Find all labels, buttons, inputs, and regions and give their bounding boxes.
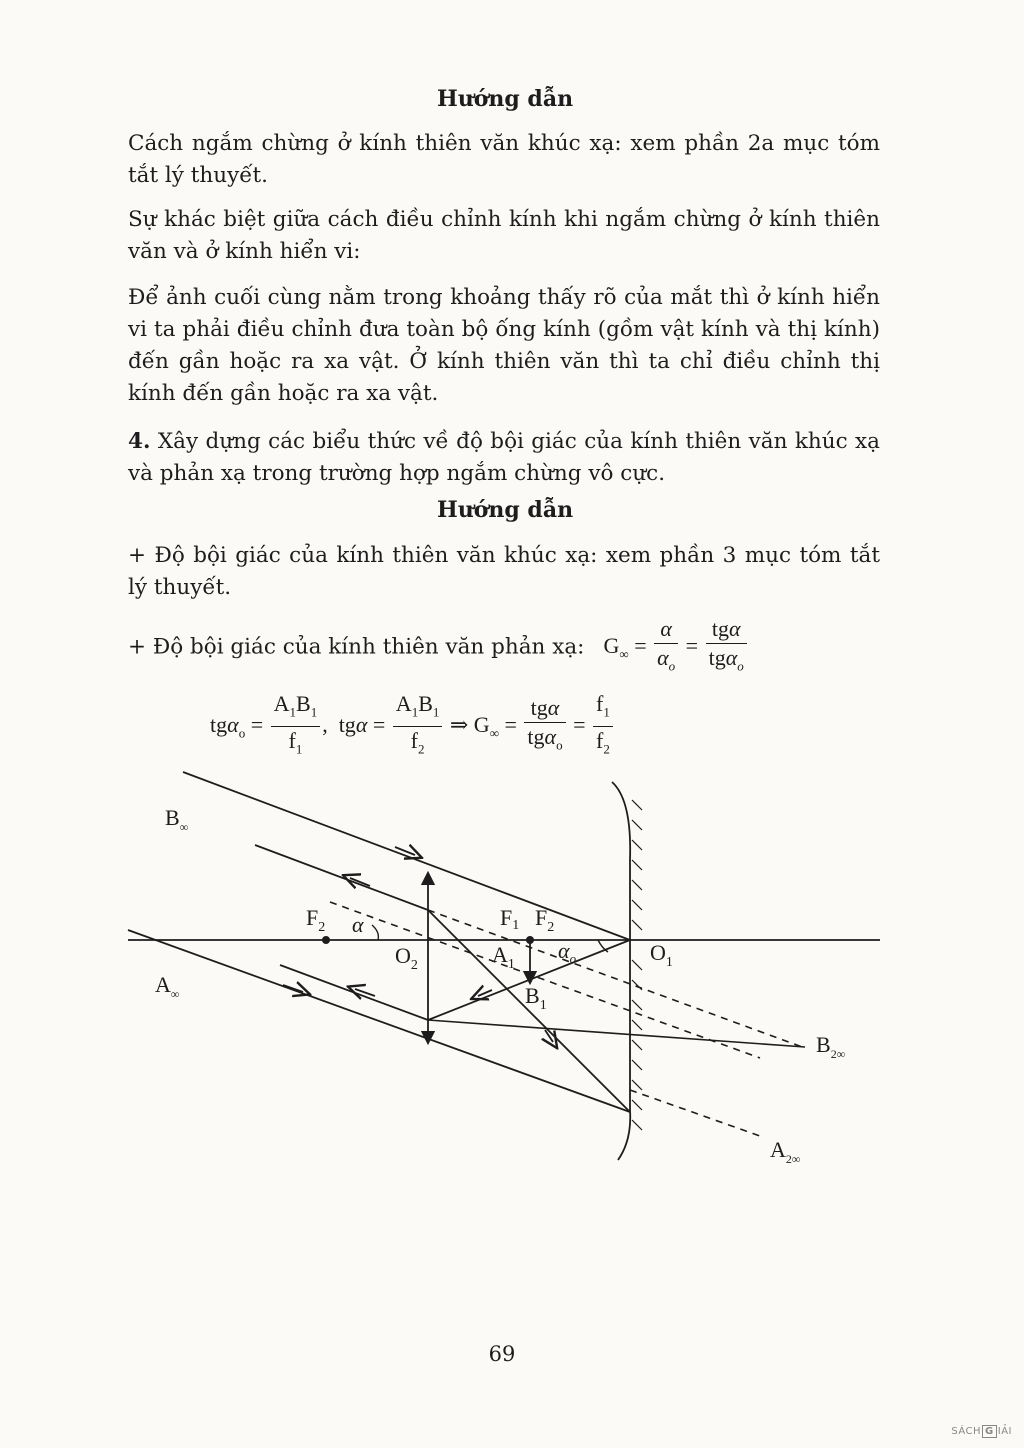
- label-a1: $A_1$: [492, 942, 515, 972]
- label-a-inf: $A_\infty$: [155, 972, 180, 1001]
- question-text: Xây dựng các biểu thức về độ bội giác của kính thiên văn khúc xạ và phản xạ trong trường hợp ngắm chừng vô cực.: [128, 429, 881, 486]
- paragraph-4: + Độ bội giác của kính thiên văn khúc xạ: xem phần 3 mục tóm tắt lý thuyết.: [128, 543, 880, 600]
- dashed-line-3: [428, 910, 805, 1048]
- label-a2-inf: $A_{2\infty}$: [770, 1137, 801, 1166]
- reflecting-telescope-diagram: [0, 760, 1024, 1180]
- section-heading-1: Hướng dẫn: [436, 86, 574, 112]
- label-b-inf: $B_\infty$: [165, 805, 189, 834]
- label-alpha-o: $\alpha_o$: [558, 938, 577, 966]
- paragraph-3: Để ảnh cuối cùng nằm trong khoảng thấy rõ của mắt thì ở kính hiển vi ta phải điều chỉnh đưa toàn bộ ống kính (gồm vật kính và thị kính) đến gần hoặc ra xa vật. Ở kính thiên văn thì ta chỉ điều chỉnh thị kính đến gần hoặc ra xa vật.: [128, 285, 880, 406]
- paragraph-5-text: + Độ bội giác của kính thiên văn phản xạ:: [128, 634, 585, 660]
- question-4: [128, 426, 880, 490]
- ray-a-lower: [128, 930, 630, 1112]
- dashed-line-4: [630, 1090, 760, 1136]
- label-o2: $O_2$: [395, 943, 418, 973]
- dashed-line-2: [428, 1020, 805, 1047]
- question-number: 4.: [128, 429, 151, 454]
- paragraph-1: Cách ngắm chừng ở kính thiên văn khúc xạ: xem phần 2a mục tóm tắt lý thuyết.: [128, 131, 880, 188]
- formula-tangent: tgα$_o$ = $\frac{A_1B_1}{f_1}$ , tgα = $\frac{A_1B_1}{f_2}$ ⇒ $G_\infty$ = $\frac{\text{tgα}}{tg\alpha_o}$ = $\frac{f_1}{f_2}$: [210, 690, 615, 764]
- ray-b-upper: [183, 772, 630, 940]
- label-f2: $F_2$: [306, 905, 326, 935]
- reflected-ray-1: [428, 940, 630, 1020]
- section-heading-2: Hướng dẫn: [436, 497, 574, 523]
- label-f2-mirror: $F_2$: [535, 905, 555, 935]
- point-f1: [526, 936, 534, 944]
- mirror-hatching: [632, 800, 642, 1130]
- label-f1: F1: [500, 905, 520, 933]
- label-b2-inf: $B_{2\infty}$: [816, 1032, 846, 1061]
- paragraph-5: [128, 615, 908, 680]
- formula-magnification: $G_\infty$ = $\frac{\alpha}{\alpha_o}$ = $\frac{\text{tgα}}{tg\alpha_o}$: [604, 633, 749, 658]
- page-number: 69: [488, 1342, 516, 1366]
- point-f2: [322, 936, 330, 944]
- label-o1: $O_1$: [650, 940, 673, 970]
- label-b1: $B_1$: [525, 983, 547, 1013]
- label-alpha: α: [352, 912, 364, 937]
- watermark-logo: SÁCH G IẢI: [951, 1426, 1012, 1437]
- paragraph-2: Sự khác biệt giữa cách điều chỉnh kính khi ngắm chừng ở kính thiên văn và ở kính hiển vi:: [128, 207, 880, 264]
